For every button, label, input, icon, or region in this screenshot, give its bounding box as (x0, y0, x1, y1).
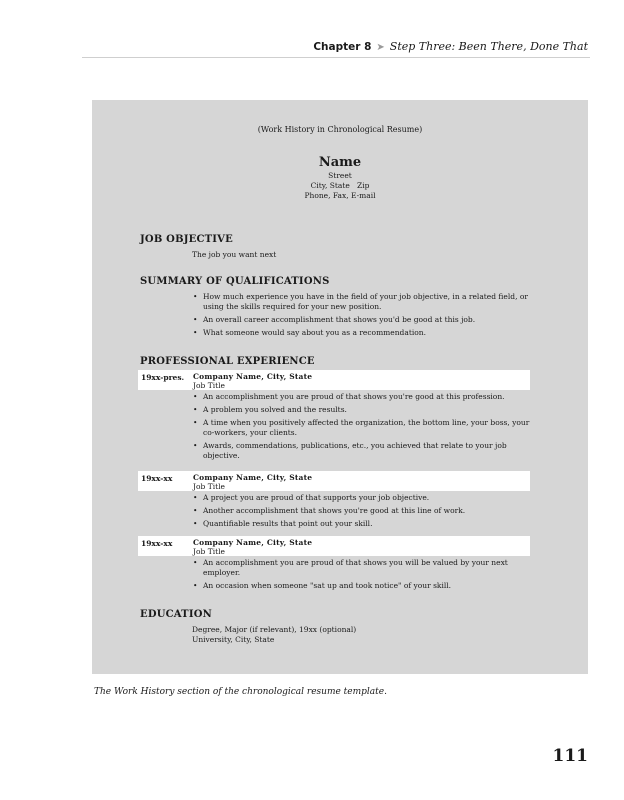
page-number: 111 (552, 746, 588, 766)
list-item: • A time when you positively affected the organization, the bottom line, your boss, your co-workers, your clients. (193, 418, 530, 437)
experience-heading: PROFESSIONAL EXPERIENCE (140, 356, 315, 367)
city-state-zip-line: City, State Zip (310, 181, 370, 190)
job-entry-header (138, 536, 530, 556)
job-bullets (192, 493, 532, 532)
job-objective-text: The job you want next (192, 250, 277, 259)
section-title: Step Three: Been There, Done That (389, 40, 588, 53)
job-company: Company Name, City, State (193, 473, 313, 482)
job-dates: 19xx-xx (141, 539, 173, 548)
job-entry-header (138, 370, 530, 390)
education-degree: Degree, Major (if relevant), 19xx (optional) (192, 625, 357, 634)
job-company: Company Name, City, State (193, 538, 313, 547)
arrow-right-icon: ➤ (376, 42, 385, 53)
figure-caption: The Work History section of the chronological resume template. (94, 687, 387, 697)
list-item: • An accomplishment you are proud of that shows you will be valued by your next employer. (193, 558, 508, 577)
street-line: Street (328, 171, 352, 180)
job-bullets (192, 558, 532, 594)
list-item: • Another accomplishment that shows you're good at this line of work. (193, 506, 466, 515)
list-item: • What someone would say about you as a recommendation. (193, 328, 426, 337)
list-item: • An overall career accomplishment that shows you'd be good at this job. (193, 315, 476, 324)
resume-figure (92, 100, 588, 674)
job-company: Company Name, City, State (193, 372, 313, 381)
list-item: • A problem you solved and the results. (193, 405, 347, 414)
header-divider (82, 57, 590, 58)
education-heading: EDUCATION (140, 609, 212, 620)
job-dates: 19xx-xx (141, 474, 173, 483)
education-school: University, City, State (192, 635, 275, 644)
resume-name: Name (318, 155, 362, 170)
job-bullets (192, 392, 532, 464)
job-title: Job Title (193, 482, 225, 491)
list-item: • An accomplishment you are proud of that shows you're good at this profession. (193, 392, 505, 401)
running-head (313, 40, 588, 53)
list-item: • Quantifiable results that point out your skill. (193, 519, 373, 528)
figure-label: (Work History in Chronological Resume) (257, 125, 423, 134)
job-title: Job Title (193, 381, 225, 390)
chapter-label: Chapter 8 (313, 41, 372, 53)
job-entry-header (138, 471, 530, 491)
summary-list (192, 292, 532, 341)
list-item: • A project you are proud of that supports your job objective. (193, 493, 430, 502)
contact-line: Phone, Fax, E-mail (304, 191, 376, 200)
list-item: • How much experience you have in the field of your job objective, in a related field, or using the skills required for your new position. (193, 292, 528, 311)
job-objective-heading: JOB OBJECTIVE (140, 234, 233, 245)
job-dates: 19xx-pres. (141, 373, 185, 382)
summary-heading: SUMMARY OF QUALIFICATIONS (140, 276, 330, 287)
job-title: Job Title (193, 547, 225, 556)
list-item: • An occasion when someone "sat up and took notice" of your skill. (193, 581, 452, 590)
contact-block (92, 155, 588, 201)
list-item: • Awards, commendations, publications, etc., you achieved that relate to your job objective. (193, 441, 507, 460)
